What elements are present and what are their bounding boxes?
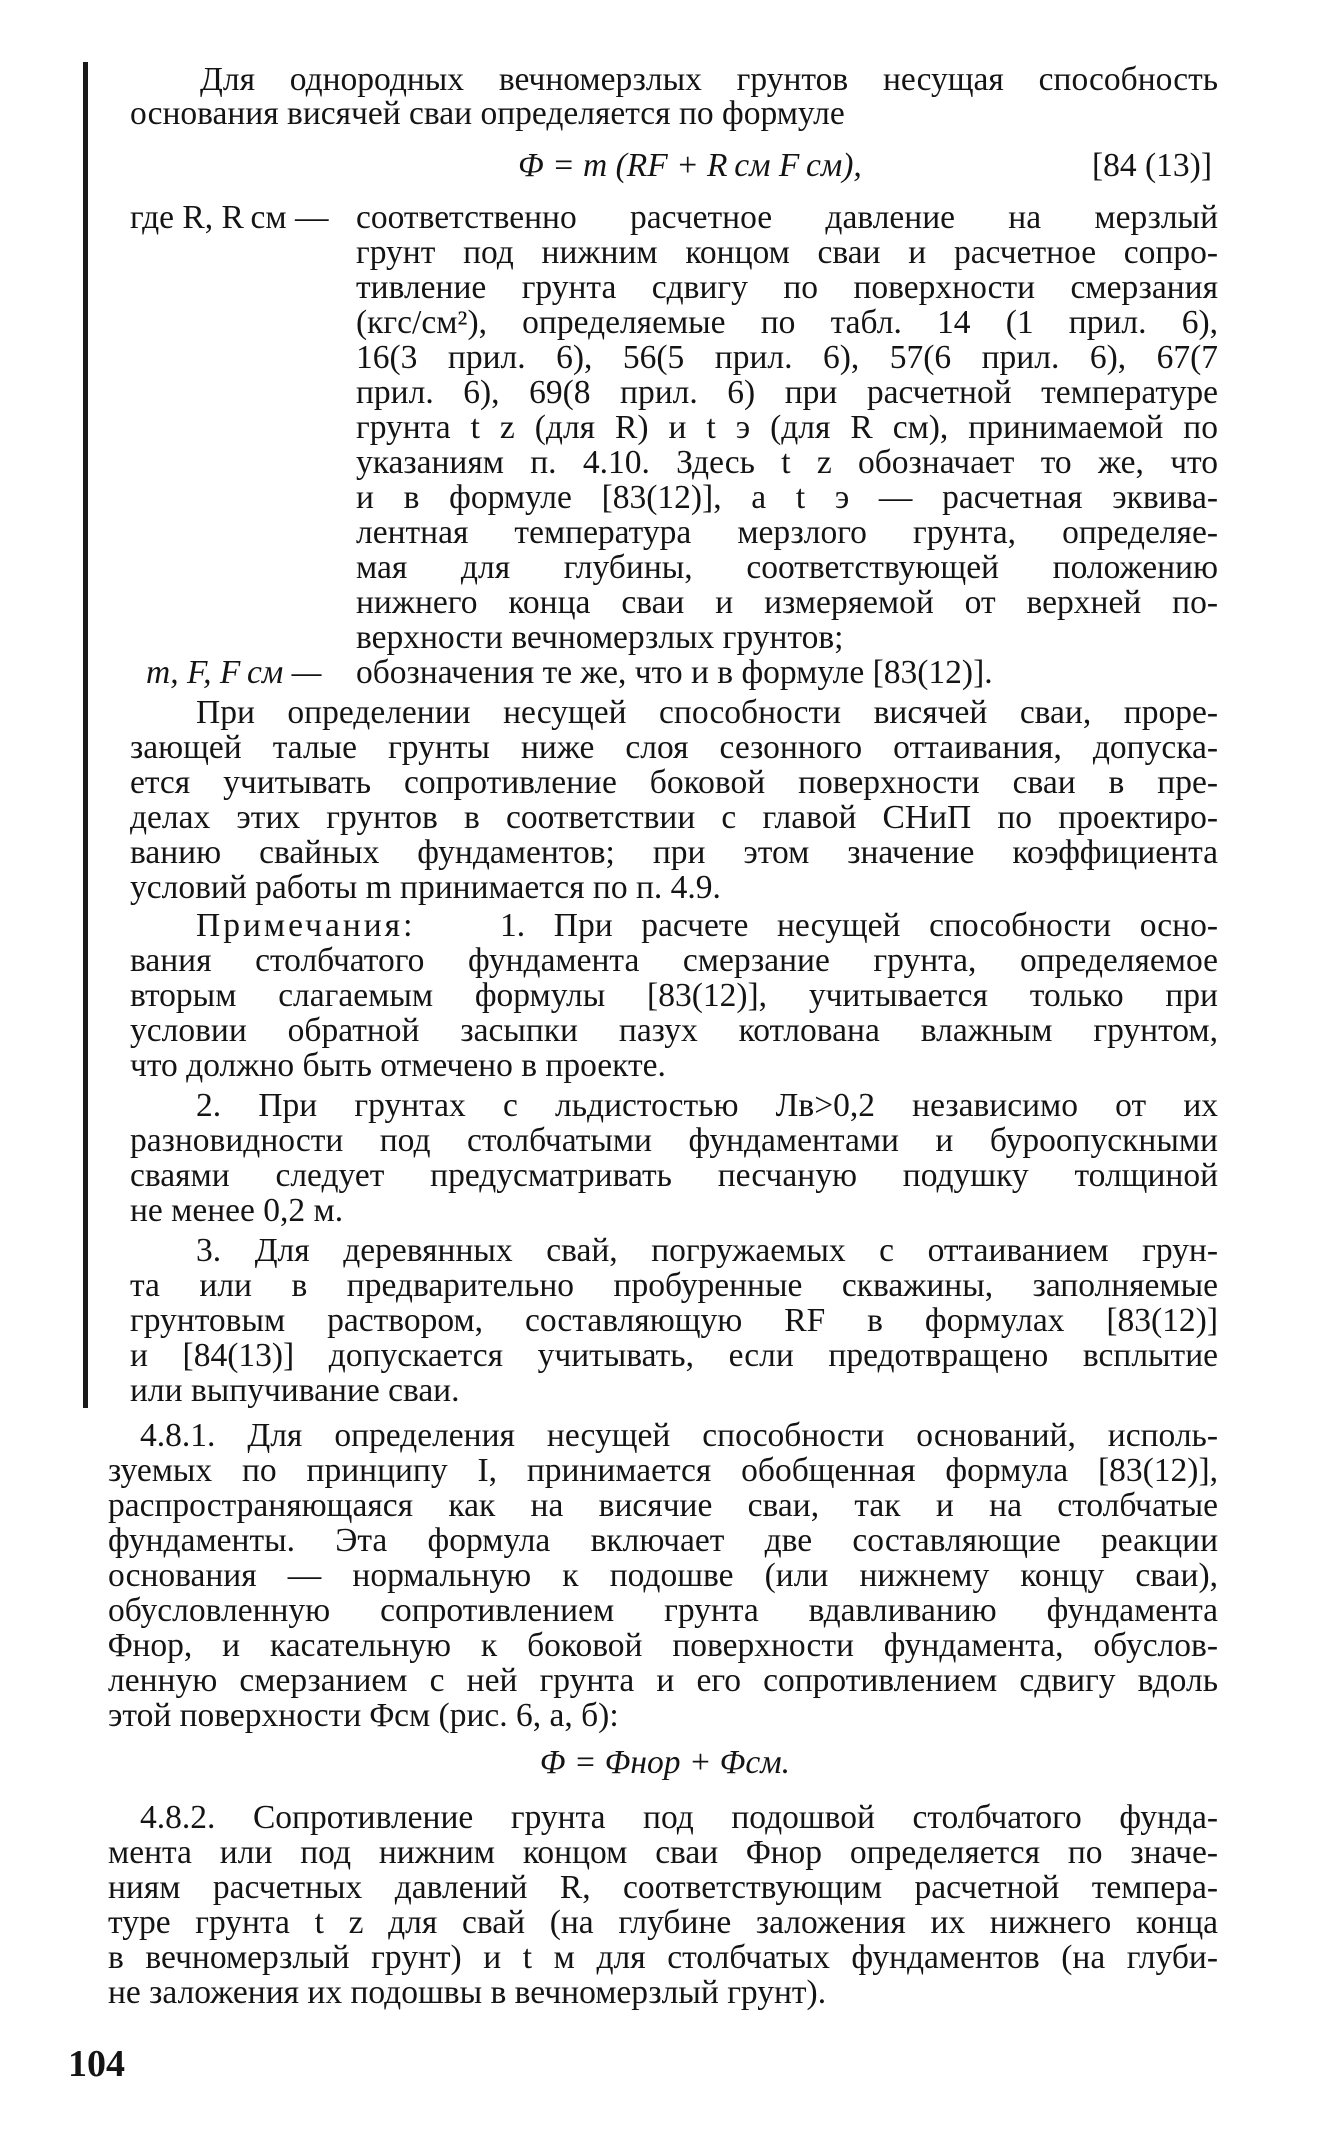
section-482-line: туре грунта t z для свай (на глубине заложения их нижнего конца (108, 1904, 1218, 1941)
note-line: или выпучивание сваи. (130, 1372, 460, 1409)
formula-phi-sum: Φ = Φнор + Φсм. (540, 1744, 790, 1781)
note-line: 2. При грунтах с льдистостью Лв>0,2 независимо от их (196, 1087, 1218, 1124)
note-line: вторым слагаемым формулы [83(12)], учитывается только при (130, 977, 1218, 1014)
note-line: 3. Для деревянных свай, погружаемых с оттаиванием грун- (196, 1232, 1218, 1269)
notes-heading: Примечания: (196, 907, 416, 944)
where-line: грунт под нижним концом сваи и расчетное сопро- (356, 234, 1218, 271)
where-term: где R, R см — (130, 199, 329, 236)
where-line: указаниям п. 4.10. Здесь t z обозначает то же, что (356, 444, 1218, 481)
section-482-line: не заложения их подошвы в вечномерзлый грунт). (108, 1974, 827, 2011)
paragraph-line: делах этих грунтов в соответствии с главой СНиП по проектиро- (130, 799, 1218, 836)
section-481-line: ленную смерзанием с ней грунта и его сопротивлением сдвигу вдоль (108, 1662, 1218, 1699)
note-line: разновидности под столбчатыми фундаментами и буроопускными (130, 1122, 1218, 1159)
section-482-line: 4.8.2. Сопротивление грунта под подошвой столбчатого фунда- (140, 1799, 1218, 1836)
note-line: 1. При расчете несущей способности осно- (500, 907, 1218, 944)
section-481-line: распространяющаяся как на висячие сваи, так и на столбчатые (108, 1487, 1218, 1524)
where-line: соответственно расчетное давление на мерзлый (356, 199, 1218, 236)
where-line: грунта t z (для R) и t э (для R см), принимаемой по (356, 409, 1218, 446)
paragraph-line: основания висячей сваи определяется по формуле (130, 95, 845, 132)
paragraph-line: условий работы m принимается по п. 4.9. (130, 869, 721, 906)
section-481-line: фундаменты. Эта формула включает две составляющие реакции (108, 1522, 1218, 1559)
where-line: тивление грунта сдвигу по поверхности смерзания (356, 269, 1218, 306)
where-line: нижнего конца сваи и измеряемой от верхней по- (356, 584, 1218, 621)
paragraph-line: ванию свайных фундаментов; при этом значение коэффициента (130, 834, 1218, 871)
section-482-line: мента или под нижним концом сваи Φнор определяется по значе- (108, 1834, 1218, 1871)
note-line: грунтовым раствором, составляющую RF в формулах [83(12)] (130, 1302, 1218, 1339)
where-line: (кгс/см²), определяемые по табл. 14 (1 прил. 6), (356, 304, 1218, 341)
note-line: та или в предварительно пробуренные скважины, заполняемые (130, 1267, 1218, 1304)
section-482-line: в вечномерзлый грунт) и t м для столбчатых фундаментов (на глуби- (108, 1939, 1218, 1976)
note-line: условии обратной засыпки пазух котлована влажным грунтом, (130, 1012, 1218, 1049)
section-481-line: 4.8.1. Для определения несущей способности оснований, исполь- (140, 1417, 1218, 1454)
section-481-line: зуемых по принципу I, принимается обобщенная формула [83(12)], (108, 1452, 1218, 1489)
note-line: не менее 0,2 м. (130, 1192, 344, 1229)
where-line: прил. 6), 69(8 прил. 6) при расчетной температуре (356, 374, 1218, 411)
note-line: и [84(13)] допускается учитывать, если предотвращено всплытие (130, 1337, 1218, 1374)
note-line: что должно быть отмечено в проекте. (130, 1047, 666, 1084)
paragraph-line: При определении несущей способности висячей сваи, проре- (196, 694, 1218, 731)
section-482-line: ниям расчетных давлений R, соответствующим расчетной темпера- (108, 1869, 1218, 1906)
section-481-line: этой поверхности Φсм (рис. 6, а, б): (108, 1697, 619, 1734)
where-line: лентная температура мерзлого грунта, определяе- (356, 514, 1218, 551)
where-line: и в формуле [83(12)], а t э — расчетная эквива- (356, 479, 1218, 516)
paragraph-line: Для однородных вечномерзлых грунтов несущая способность (200, 61, 1218, 98)
paragraph-line: зающей талые грунты ниже слоя сезонного оттаивания, допуска- (130, 729, 1218, 766)
formula-84-13: Φ = m (RF + R см F см), (518, 147, 862, 184)
where-line: обозначения те же, что и в формуле [83(12)]. (356, 654, 993, 691)
note-line: вания столбчатого фундамента смерзание грунта, определяемое (130, 942, 1218, 979)
section-481-line: обусловленную сопротивлением грунта вдавливанию фундамента (108, 1592, 1218, 1629)
page-number: 104 (68, 2043, 125, 2085)
section-481-line: основания — нормальную к подошве (или нижнему концу сваи), (108, 1557, 1218, 1594)
where-line: 16(3 прил. 6), 56(5 прил. 6), 57(6 прил. 6), 67(7 (356, 339, 1218, 376)
where-line: верхности вечномерзлых грунтов; (356, 619, 844, 656)
revision-bar (83, 62, 88, 1408)
section-481-line: Φнор, и касательную к боковой поверхности фундамента, обуслов- (108, 1627, 1218, 1664)
paragraph-line: ется учитывать сопротивление боковой поверхности сваи в пре- (130, 764, 1218, 801)
where-term: m, F, F см — (146, 654, 322, 691)
where-line: мая для глубины, соответствующей положению (356, 549, 1218, 586)
note-line: сваями следует предусматривать песчаную подушку толщиной (130, 1157, 1218, 1194)
formula-84-13-ref: [84 (13)] (1092, 147, 1212, 184)
